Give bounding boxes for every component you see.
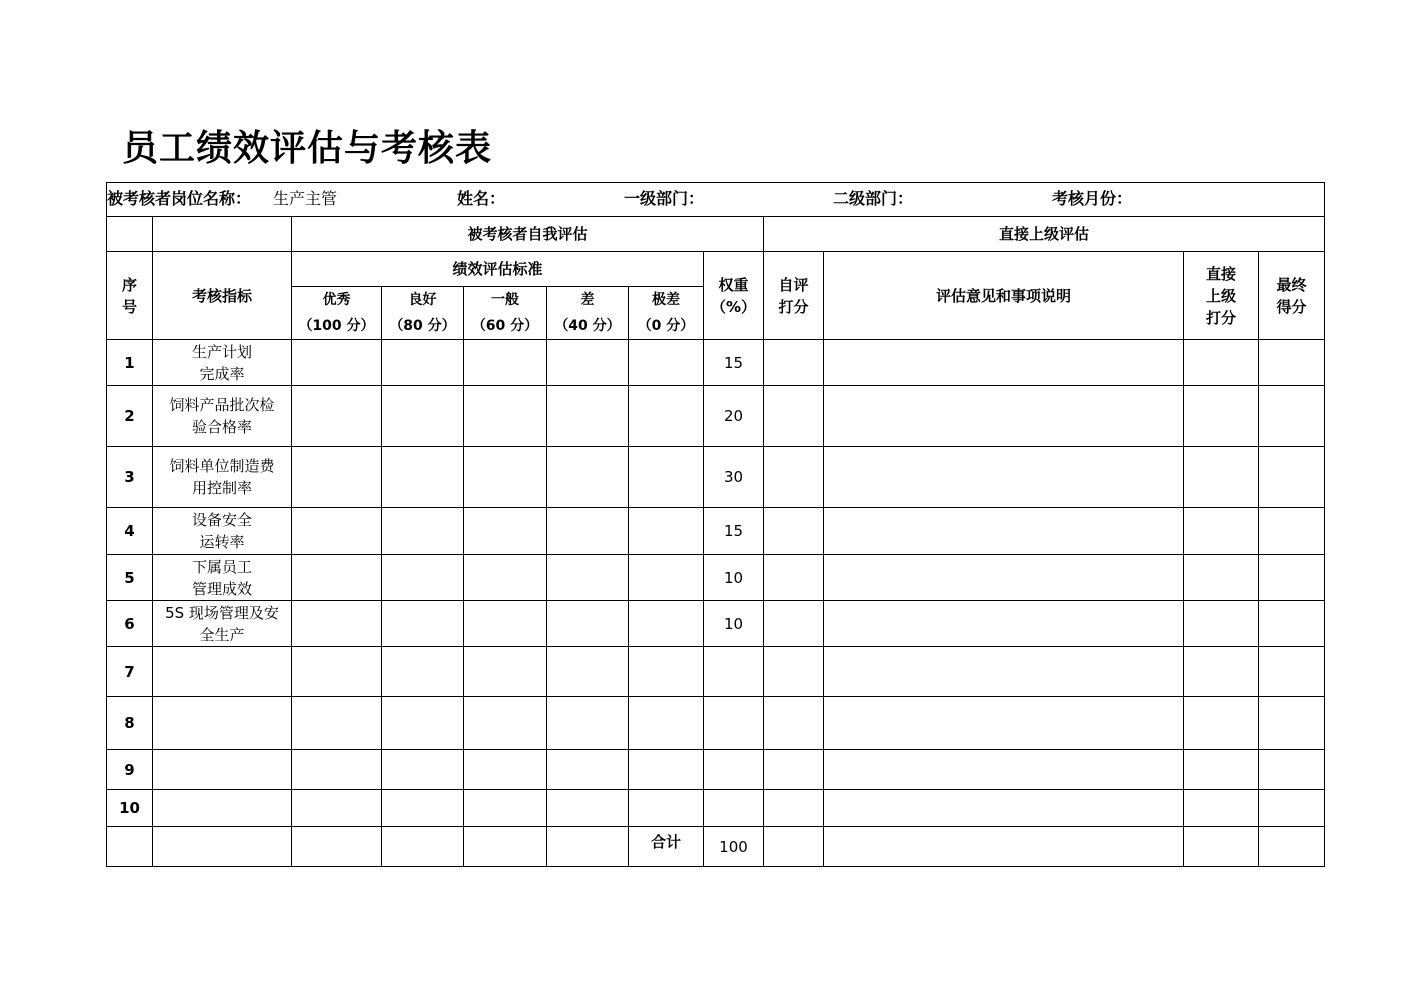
score-cell <box>547 508 629 555</box>
blank-cell <box>547 827 629 867</box>
seq-cell: 6 <box>107 601 153 647</box>
level-name: 优秀 <box>322 292 351 308</box>
level-score: （0 分） <box>637 318 695 334</box>
score-cell <box>382 508 464 555</box>
final-score-cell <box>1259 447 1325 508</box>
score-cell <box>382 750 464 790</box>
level-score: （100 分） <box>298 318 375 334</box>
comments-header: 评估意见和事项说明 <box>824 252 1184 340</box>
comments-cell <box>824 750 1184 790</box>
sup-score-cell <box>1184 647 1259 697</box>
month-label: 考核月份： <box>1052 189 1133 208</box>
score-cell <box>547 790 629 827</box>
score-cell <box>464 386 547 447</box>
final-score-cell <box>1259 555 1325 601</box>
level-header <box>464 287 547 340</box>
score-cell <box>547 340 629 386</box>
level-name: 一般 <box>491 292 519 308</box>
comments-cell <box>824 386 1184 447</box>
table-row <box>107 386 1325 447</box>
position-value: 生产主管 <box>273 189 338 208</box>
indicator-cell: 饲料产品批次检 验合格率 <box>153 386 292 447</box>
score-cell <box>464 447 547 508</box>
sup-score-cell <box>1184 447 1259 508</box>
final-score-cell <box>1259 750 1325 790</box>
self-score-cell <box>764 601 824 647</box>
comments-cell <box>824 697 1184 750</box>
dept2-label: 二级部门： <box>833 189 914 208</box>
blank-cell <box>1184 827 1259 867</box>
score-cell <box>464 647 547 697</box>
comments-cell <box>824 790 1184 827</box>
score-cell <box>292 386 382 447</box>
indicator-cell <box>153 790 292 827</box>
level-score: （40 分） <box>554 318 621 334</box>
info-row <box>107 183 1325 217</box>
score-cell <box>547 555 629 601</box>
sup-score-cell <box>1184 340 1259 386</box>
weight-cell <box>704 790 764 827</box>
final-score-cell <box>1259 601 1325 647</box>
self-score-cell <box>764 386 824 447</box>
final-score-cell <box>1259 386 1325 447</box>
score-cell <box>464 697 547 750</box>
weight-cell: 10 <box>704 601 764 647</box>
score-cell <box>292 447 382 508</box>
seq-cell: 5 <box>107 555 153 601</box>
table-row <box>107 790 1325 827</box>
self-score-cell <box>764 447 824 508</box>
level-header <box>629 287 704 340</box>
indicator-header: 考核指标 <box>153 252 292 340</box>
seq-cell: 7 <box>107 647 153 697</box>
table-row <box>107 750 1325 790</box>
score-cell <box>292 340 382 386</box>
blank-cell <box>153 827 292 867</box>
seq-cell: 8 <box>107 697 153 750</box>
indicator-cell: 下属员工 管理成效 <box>153 555 292 601</box>
score-cell <box>292 750 382 790</box>
score-cell <box>464 340 547 386</box>
self-eval-header: 被考核者自我评估 <box>292 217 764 252</box>
self-score-header: 自评 打分 <box>764 252 824 340</box>
total-label: 合计 <box>629 827 704 867</box>
standard-header: 绩效评估标准 <box>292 252 704 287</box>
weight-cell: 30 <box>704 447 764 508</box>
score-cell <box>382 790 464 827</box>
seq-cell: 1 <box>107 340 153 386</box>
sup-score-cell <box>1184 750 1259 790</box>
score-cell <box>382 555 464 601</box>
self-score-cell <box>764 340 824 386</box>
level-name: 良好 <box>408 292 437 308</box>
level-name: 极差 <box>652 292 680 308</box>
seq-cell: 9 <box>107 750 153 790</box>
blank-cell <box>1259 827 1325 867</box>
blank-cell <box>382 827 464 867</box>
indicator-cell <box>153 697 292 750</box>
final-score-cell <box>1259 508 1325 555</box>
score-cell <box>382 386 464 447</box>
score-cell <box>292 790 382 827</box>
blank-cell <box>292 827 382 867</box>
name-label: 姓名： <box>457 189 506 208</box>
indicator-cell: 设备安全 运转率 <box>153 508 292 555</box>
total-weight: 100 <box>704 827 764 867</box>
blank-cell <box>107 827 153 867</box>
score-cell <box>382 601 464 647</box>
page-title: 员工绩效评估与考核表 <box>122 128 493 169</box>
seq-header: 序 号 <box>107 252 153 340</box>
score-cell <box>629 697 704 750</box>
score-cell <box>629 340 704 386</box>
seq-cell: 3 <box>107 447 153 508</box>
final-score-cell <box>1259 647 1325 697</box>
score-cell <box>292 647 382 697</box>
sup-score-cell <box>1184 601 1259 647</box>
weight-cell <box>704 647 764 697</box>
score-cell <box>629 555 704 601</box>
indicator-cell <box>153 750 292 790</box>
indicator-cell: 5S 现场管理及安 全生产 <box>153 601 292 647</box>
score-cell <box>629 386 704 447</box>
self-score-cell <box>764 697 824 750</box>
table-row <box>107 647 1325 697</box>
self-score-cell <box>764 750 824 790</box>
score-cell <box>547 750 629 790</box>
sup-score-cell <box>1184 508 1259 555</box>
score-cell <box>292 601 382 647</box>
score-cell <box>547 447 629 508</box>
score-cell <box>464 601 547 647</box>
indicator-cell: 饲料单位制造费 用控制率 <box>153 447 292 508</box>
score-cell <box>382 447 464 508</box>
blank-cell <box>464 827 547 867</box>
comments-cell <box>824 647 1184 697</box>
level-header <box>382 287 464 340</box>
table-row <box>107 601 1325 647</box>
level-score: （60 分） <box>471 318 539 334</box>
supervisor-eval-header: 直接上级评估 <box>764 217 1325 252</box>
score-cell <box>464 790 547 827</box>
table-row <box>107 555 1325 601</box>
level-score: （80 分） <box>389 318 456 334</box>
score-cell <box>547 386 629 447</box>
final-score-cell <box>1259 340 1325 386</box>
total-row <box>107 827 1325 867</box>
seq-cell: 2 <box>107 386 153 447</box>
final-score-cell <box>1259 790 1325 827</box>
level-name: 差 <box>580 292 595 308</box>
score-cell <box>629 447 704 508</box>
comments-cell <box>824 508 1184 555</box>
comments-cell <box>824 601 1184 647</box>
level-header <box>547 287 629 340</box>
score-cell <box>464 750 547 790</box>
comments-cell <box>824 340 1184 386</box>
score-cell <box>382 340 464 386</box>
score-cell <box>629 601 704 647</box>
score-cell <box>547 601 629 647</box>
comments-cell <box>824 555 1184 601</box>
weight-cell: 10 <box>704 555 764 601</box>
seq-cell: 4 <box>107 508 153 555</box>
score-cell <box>464 555 547 601</box>
score-cell <box>629 508 704 555</box>
score-cell <box>464 508 547 555</box>
position-label: 被考核者岗位名称： <box>107 189 252 208</box>
final-score-header: 最终 得分 <box>1259 252 1325 340</box>
blank-cell <box>824 827 1184 867</box>
score-cell <box>382 647 464 697</box>
score-cell <box>292 697 382 750</box>
weight-cell: 15 <box>704 340 764 386</box>
blank-cell <box>153 217 292 252</box>
final-score-cell <box>1259 697 1325 750</box>
weight-header: 权重 （%） <box>704 252 764 340</box>
score-cell <box>547 647 629 697</box>
score-cell <box>629 750 704 790</box>
sup-score-cell <box>1184 386 1259 447</box>
indicator-cell <box>153 647 292 697</box>
level-header <box>292 287 382 340</box>
evaluation-table <box>106 182 1325 867</box>
self-score-cell <box>764 647 824 697</box>
weight-cell: 15 <box>704 508 764 555</box>
table-row <box>107 508 1325 555</box>
score-cell <box>292 508 382 555</box>
seq-cell: 10 <box>107 790 153 827</box>
indicator-cell: 生产计划 完成率 <box>153 340 292 386</box>
weight-cell: 20 <box>704 386 764 447</box>
weight-cell <box>704 750 764 790</box>
table-row <box>107 340 1325 386</box>
score-cell <box>629 790 704 827</box>
sup-score-cell <box>1184 697 1259 750</box>
comments-cell <box>824 447 1184 508</box>
score-cell <box>629 647 704 697</box>
blank-cell <box>107 217 153 252</box>
score-cell <box>547 697 629 750</box>
sup-score-cell <box>1184 555 1259 601</box>
sup-score-cell <box>1184 790 1259 827</box>
table-row <box>107 697 1325 750</box>
sup-score-header: 直接 上级 打分 <box>1184 252 1259 340</box>
self-score-cell <box>764 790 824 827</box>
score-cell <box>382 697 464 750</box>
table-row <box>107 447 1325 508</box>
self-score-cell <box>764 555 824 601</box>
blank-cell <box>764 827 824 867</box>
self-score-cell <box>764 508 824 555</box>
score-cell <box>292 555 382 601</box>
weight-cell <box>704 697 764 750</box>
dept1-label: 一级部门： <box>624 189 705 208</box>
